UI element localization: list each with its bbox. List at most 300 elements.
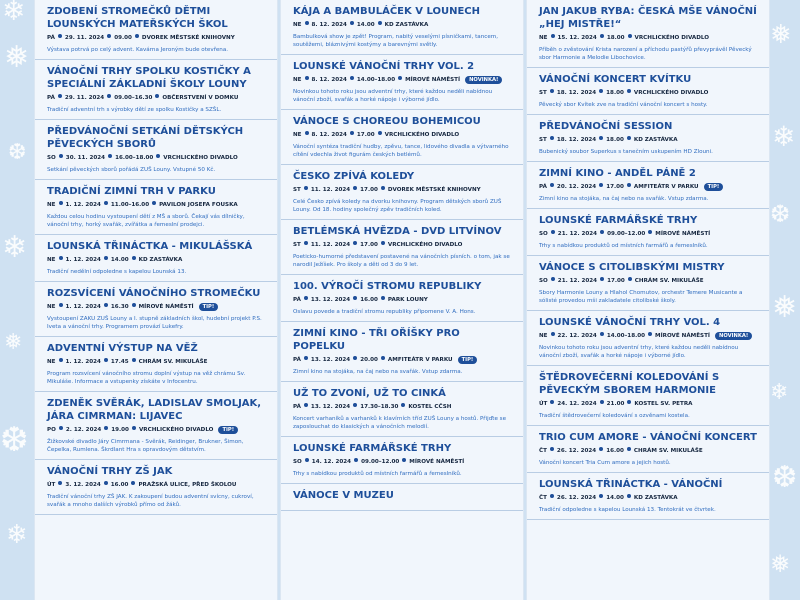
event-title: VÁNOCE V MUZEU <box>293 490 394 501</box>
snowflake-icon: ❅ <box>4 40 30 75</box>
event-meta <box>47 154 265 163</box>
bullet-separator <box>378 131 382 135</box>
bullet-separator <box>305 21 309 25</box>
event-card <box>527 209 769 256</box>
bullet-separator <box>599 89 603 93</box>
bullet-separator <box>350 76 354 80</box>
bullet-separator <box>155 94 159 98</box>
event-card <box>527 0 769 68</box>
snowflake-icon: ❅ <box>770 550 791 578</box>
event-day: PÁ <box>47 35 55 41</box>
bullet-separator <box>599 183 603 187</box>
event-description: Vystoupení ZAKU ZUŠ Louny a I. stupně základních škol, hudební projekt P.S. Iveta a vánoční trhy. Programem provází Lukefry. <box>47 316 262 330</box>
event-description: Tradiční adventní trh s výrobky dětí ze spolku Kostičky a SZŠL. <box>47 107 222 113</box>
bullet-separator <box>627 400 631 404</box>
event-time: 17.30–18.30 <box>360 404 399 410</box>
event-badge: TIP! <box>218 426 238 434</box>
bullet-separator <box>353 403 357 407</box>
event-time: 18.00 <box>606 137 624 143</box>
event-description: Tradiční nedělní odpoledne s kapelou Lounská 13. <box>47 269 187 275</box>
event-time: 16.00–18.00 <box>115 155 154 161</box>
event-title: ZIMNÍ KINO - ANDĚL PÁNĚ 2 <box>539 168 696 179</box>
event-badge: TIP! <box>199 303 219 311</box>
event-date: 22. 12. 2024 <box>557 333 597 339</box>
event-title: ZDOBENÍ STROMEČKŮ DĚTMI LOUNSKÝCH MATEŘSKÝCH ŠKOL <box>47 6 228 30</box>
bullet-separator <box>600 34 604 38</box>
event-card <box>35 0 277 60</box>
event-meta <box>47 426 265 435</box>
event-card <box>35 337 277 392</box>
event-time: 17.45 <box>110 359 129 365</box>
event-description: Novinkou tohoto roku jsou adventní trhy, které každou neděli nabídnou vánoční zboží, svařák a horké nápoje i výborné jídlo. <box>539 345 739 359</box>
event-time: 14.00 <box>110 257 129 263</box>
event-meta <box>539 447 757 456</box>
bullet-separator <box>350 21 354 25</box>
bullet-separator <box>627 183 631 187</box>
bullet-separator <box>305 458 309 462</box>
event-title: PŘEDVÁNOČNÍ SESSION <box>539 121 673 132</box>
bullet-separator <box>104 303 108 307</box>
bullet-separator <box>600 277 604 281</box>
event-venue: MÍROVÉ NÁMĚSTÍ <box>655 231 711 237</box>
bullet-separator <box>132 256 136 260</box>
bullet-separator <box>304 241 308 245</box>
event-title: VÁNOCE S CHOREOU BOHEMICOU <box>293 116 481 127</box>
event-date: 8. 12. 2024 <box>311 77 347 83</box>
snowflake-icon: ❄ <box>770 380 789 405</box>
bullet-separator <box>551 332 555 336</box>
event-day: SO <box>539 231 548 237</box>
event-meta <box>539 89 757 98</box>
event-venue: VRCHLICKÉHO DIVADLO <box>633 90 709 96</box>
bullet-separator <box>107 34 111 38</box>
event-time: 09.00–12.00 <box>607 231 646 237</box>
event-title: ADVENTNÍ VÝSTUP NA VĚŽ <box>47 343 198 354</box>
event-title: BETLÉMSKÁ HVĚZDA - DVD LITVÍNOV <box>293 226 502 237</box>
event-time: 18.00 <box>606 35 625 41</box>
event-venue: DVOREK MĚSTSKÉ KNIHOVNY <box>141 35 235 41</box>
event-day: ST <box>293 187 301 193</box>
event-date: 1. 12. 2024 <box>65 359 101 365</box>
snowflake-icon: ❅ <box>4 330 23 355</box>
event-meta <box>293 131 511 140</box>
bullet-separator <box>599 136 603 140</box>
event-time: 17.00 <box>356 132 375 138</box>
bullet-separator <box>550 183 554 187</box>
event-venue: AMFITEÁTR V PARKU <box>387 357 453 363</box>
event-venue: CHRÁM SV. MIKULÁŠE <box>633 448 703 454</box>
event-title: LOUNSKÁ TŘINÁCTKA - VÁNOČNÍ <box>539 479 723 490</box>
event-venue: CHRÁM SV. MIKULÁŠE <box>138 359 208 365</box>
bullet-separator <box>59 358 63 362</box>
event-card <box>35 60 277 120</box>
event-description: Zimní kino na stojáka, na čaj nebo na svařák. Vstup zdarma. <box>539 196 709 202</box>
event-description: Setkání pěveckých sborů pořádá ZUŠ Louny. Vstupné 50 Kč. <box>47 167 216 173</box>
bullet-separator <box>381 356 385 360</box>
event-title: ZDENĚK SVĚRÁK, LADISLAV SMOLJAK, JÁRA CIMRMAN: LIJAVEC <box>47 398 262 422</box>
bullet-separator <box>58 94 62 98</box>
event-time: 09.00–12.00 <box>361 459 400 465</box>
event-meta <box>293 21 511 30</box>
event-meta <box>47 94 265 103</box>
event-description: Žižkovské divadlo Járy Cimrmana - Svěrák, Reidinger, Brukner, Šimon, Čepelka, Rumlena. Škrdlant Hra s opravdovým dětstvím. <box>47 439 244 453</box>
event-title: LOUNSKÁ TŘINÁCTKA - MIKULÁŠSKÁ <box>47 241 253 252</box>
bullet-separator <box>152 201 156 205</box>
bullet-separator <box>59 426 63 430</box>
event-day: ČT <box>539 448 547 454</box>
event-day: NE <box>47 359 56 365</box>
event-day: SO <box>47 155 56 161</box>
event-card <box>281 382 523 437</box>
event-date: 14. 12. 2024 <box>311 459 352 465</box>
event-venue: VRCHLICKÉHO DIVADLO <box>138 427 214 433</box>
snowflake-icon: ❄ <box>2 0 26 27</box>
event-venue: MÍROVÉ NÁMĚSTÍ <box>409 459 465 465</box>
bullet-separator <box>550 89 554 93</box>
snowflake-icon: ❅ <box>772 290 798 325</box>
event-description: Trhy s nabídkou produktů od místních farmářů a řemeslníků. <box>293 471 462 477</box>
event-date: 8. 12. 2024 <box>311 132 347 138</box>
event-day: NE <box>539 35 548 41</box>
event-time: 16.00 <box>360 297 378 303</box>
event-venue: DVOREK MĚSTSKÉ KNIHOVNY <box>387 187 481 193</box>
bullet-separator <box>107 94 111 98</box>
bullet-separator <box>550 136 554 140</box>
event-date: 30. 11. 2024 <box>65 155 106 161</box>
bullet-separator <box>551 277 555 281</box>
event-description: Příběh o zvěstování Krista narození a příchodu pastýřů převyprávěl Pěvecký sbor Harmonie a Melodie Libochovice. <box>539 47 752 61</box>
bullet-separator <box>131 481 135 485</box>
event-time: 14.00–18.00 <box>606 333 645 339</box>
event-meta <box>539 136 757 145</box>
event-card <box>35 392 277 460</box>
event-card <box>527 366 769 426</box>
event-title: VÁNOČNÍ TRHY ZŠ JAK <box>47 466 173 477</box>
bullet-separator <box>599 494 603 498</box>
bullet-separator <box>304 186 308 190</box>
event-date: 20. 12. 2024 <box>556 184 597 190</box>
event-date: 26. 12. 2024 <box>556 495 597 501</box>
bullet-separator <box>305 76 309 80</box>
event-description: Vánoční syntéza tradiční hudby, zpěvu, tance, lidového divadla a výtvarného cítění vdechla život figurám českých betlémů. <box>293 144 509 158</box>
event-card <box>281 322 523 382</box>
bullet-separator <box>304 296 308 300</box>
bullet-separator <box>58 481 62 485</box>
event-date: 11. 12. 2024 <box>310 187 351 193</box>
bullet-separator <box>648 230 652 234</box>
bullet-separator <box>132 303 136 307</box>
event-time: 18.00 <box>606 90 624 96</box>
event-time: 21.00 <box>606 401 625 407</box>
event-meta <box>293 76 511 85</box>
event-day: PÁ <box>47 95 55 101</box>
snowflake-icon: ❄ <box>6 520 28 550</box>
event-title: TRIO CUM AMORE - VÁNOČNÍ KONCERT <box>539 432 757 443</box>
bullet-separator <box>599 447 603 451</box>
event-card <box>35 235 277 282</box>
bullet-separator <box>104 201 108 205</box>
event-date: 13. 12. 2024 <box>310 297 351 303</box>
event-card <box>527 473 769 520</box>
bullet-separator <box>627 136 631 140</box>
event-meta <box>47 303 265 312</box>
bullet-separator <box>104 481 108 485</box>
event-venue: PRAŽSKÁ ULICE, PŘED ŠKOLOU <box>138 482 237 488</box>
bullet-separator <box>104 358 108 362</box>
event-date: 13. 12. 2024 <box>310 357 351 363</box>
event-day: NE <box>47 202 56 208</box>
event-meta <box>539 277 757 286</box>
event-card <box>281 110 523 165</box>
event-title: LOUNSKÉ FARMÁŘSKÉ TRHY <box>539 215 698 226</box>
event-day: SO <box>539 278 548 284</box>
event-date: 3. 12. 2024 <box>65 482 101 488</box>
bullet-separator <box>627 89 631 93</box>
event-title: ŠTĚDROVEČERNÍ KOLEDOVÁNÍ S PĚVECKÝM SBOREM HARMONIE <box>539 372 720 396</box>
event-date: 1. 12. 2024 <box>65 202 101 208</box>
bullet-separator <box>550 400 554 404</box>
event-day: ÚT <box>539 401 548 407</box>
event-title: TRADIČNÍ ZIMNÍ TRH V PARKU <box>47 186 216 197</box>
event-date: 21. 12. 2024 <box>557 278 598 284</box>
event-venue: KD ZASTÁVKA <box>138 257 183 263</box>
event-card <box>527 115 769 162</box>
event-card <box>35 282 277 337</box>
event-description: Oslavu povede a tradiční stromu republiky připomene V. A. Hons. <box>293 309 476 315</box>
event-title: JAN JAKUB RYBA: ČESKÁ MŠE VÁNOČNÍ „HEJ MISTŘE!“ <box>539 6 757 30</box>
event-card <box>527 162 769 209</box>
bullet-separator <box>305 131 309 135</box>
event-badge: TIP! <box>704 183 724 191</box>
bullet-separator <box>628 34 632 38</box>
event-day: NE <box>47 304 56 310</box>
event-date: 21. 12. 2024 <box>557 231 598 237</box>
event-day: ST <box>539 90 547 96</box>
bullet-separator <box>378 21 382 25</box>
event-description: Koncert varhaníků a varhanků k klavírních tříd ZUŠ Louny a hostů. Přijďte se zaposlouchat do klasických a vánočních melodií. <box>293 416 507 430</box>
event-meta <box>539 494 757 503</box>
event-time: 11.00–16.00 <box>110 202 150 208</box>
event-time: 16.00 <box>606 448 624 454</box>
snowflake-icon: ❆ <box>8 140 27 165</box>
event-venue: VRCHLICKÉHO DIVADLO <box>384 132 460 138</box>
event-title: LOUNSKÉ FARMÁŘSKÉ TRHY <box>293 443 452 454</box>
event-card <box>527 311 769 366</box>
snowflake-icon: ❄ <box>2 230 28 265</box>
bullet-separator <box>104 426 108 430</box>
bullet-separator <box>600 230 604 234</box>
bullet-separator <box>135 34 139 38</box>
event-day: NE <box>293 132 302 138</box>
event-meta <box>539 332 757 341</box>
bullet-separator <box>353 186 357 190</box>
event-time: 19.00 <box>111 427 129 433</box>
event-day: ÚT <box>47 482 56 488</box>
bullet-separator <box>648 332 652 336</box>
event-date: 2. 12. 2024 <box>65 427 102 433</box>
bullet-separator <box>104 256 108 260</box>
event-time: 14.00–18.00 <box>356 77 396 83</box>
event-description: Novinkou tohoto roku jsou adventní trhy, které každou neděli nabídnou vánoční zboží, svařák a horké nápoje i výborné jídlo. <box>293 89 493 103</box>
event-description: Každou celou hodinu vystoupení dětí z MŠ a sborů. Čekají vás dílničky, vánoční trhy, horký svařák, zvířátka a řemeslní prodejci. <box>47 214 245 228</box>
event-card <box>35 460 277 515</box>
event-venue: KOSTEL CČSH <box>408 404 452 410</box>
event-date: 18. 12. 2024 <box>556 137 597 143</box>
event-meta <box>47 201 265 210</box>
event-date: 1. 12. 2024 <box>65 304 101 310</box>
event-meta <box>293 186 511 195</box>
event-description: Sbory Harmonie Louny a Hlahol Chomutov, orchestr Temere Musicante a sólisté provedou mši zakladatele citolibské školy. <box>539 290 743 304</box>
event-description: Tradiční štědrovečerní koledování s ozvěnami kostela. <box>539 413 690 419</box>
event-time: 17.00 <box>360 187 378 193</box>
event-date: 24. 12. 2024 <box>557 401 597 407</box>
event-venue: VRCHLICKÉHO DIVADLO <box>387 242 463 248</box>
bullet-separator <box>551 230 555 234</box>
event-badge: NOVINKA! <box>715 332 752 340</box>
event-day: ČT <box>539 495 547 501</box>
event-meta <box>47 34 265 43</box>
bullet-separator <box>551 34 555 38</box>
event-venue: MÍROVÉ NÁMĚSTÍ <box>138 304 194 310</box>
bullet-separator <box>350 131 354 135</box>
event-venue: KD ZASTÁVKA <box>384 22 429 28</box>
event-day: PÁ <box>293 404 301 410</box>
event-venue: VRCHLICKÉHO DIVADLO <box>634 35 709 41</box>
bullet-separator <box>59 154 63 158</box>
event-venue: MÍROVÉ NÁMĚSTÍ <box>655 333 710 339</box>
event-title: LOUNSKÉ VÁNOČNÍ TRHY VOL. 2 <box>293 61 475 72</box>
snowflake-icon: ❄ <box>772 120 796 153</box>
event-column-1 <box>34 0 278 600</box>
event-title: ZIMNÍ KINO - TŘI OŘÍŠKY PRO POPELKU <box>293 328 460 352</box>
snowflake-decoration-right <box>770 0 800 600</box>
bullet-separator <box>156 154 160 158</box>
event-card <box>527 256 769 311</box>
event-title: 100. VÝROČÍ STROMU REPUBLIKY <box>293 281 482 292</box>
event-meta <box>293 296 511 305</box>
event-description: Bubenický soubor Superkus s tanečním uskupením HD Zlouni. <box>539 149 713 155</box>
bullet-separator <box>381 296 385 300</box>
event-date: 18. 12. 2024 <box>556 90 597 96</box>
bullet-separator <box>627 494 631 498</box>
event-venue: CHRÁM SV. MIKULÁŠE <box>634 278 704 284</box>
event-meta <box>539 230 757 239</box>
bullet-separator <box>550 494 554 498</box>
event-time: 16.00 <box>110 482 129 488</box>
event-time: 14.00 <box>356 22 375 28</box>
snowflake-icon: ❆ <box>772 460 798 495</box>
bullet-separator <box>550 447 554 451</box>
snowflake-icon: ❆ <box>0 420 29 460</box>
event-title: ROZSVÍCENÍ VÁNOČNÍHO STROMEČKU <box>47 288 261 299</box>
event-date: 29. 11. 2024 <box>64 95 105 101</box>
event-description: Vánoční koncert Tria Cum amore a jejich hostů. <box>539 460 671 466</box>
event-card <box>527 68 769 115</box>
event-card <box>281 0 523 55</box>
event-date: 11. 12. 2024 <box>310 242 351 248</box>
bullet-separator <box>58 34 62 38</box>
event-badge: TIP! <box>458 356 478 364</box>
event-venue: OBČERSTVENÍ V DOMKU <box>162 95 239 101</box>
bullet-separator <box>132 426 136 430</box>
event-title: VÁNOČNÍ TRHY SPOLKU KOSTIČKY A SPECIÁLNÍ ZÁKLADNÍ ŠKOLY LOUNY <box>47 66 251 90</box>
event-date: 1. 12. 2024 <box>65 257 101 263</box>
snowflake-decoration-left <box>0 0 34 600</box>
event-card <box>281 220 523 275</box>
bullet-separator <box>398 76 402 80</box>
event-venue: AMFITEÁTR V PARKU <box>633 184 699 190</box>
bullet-separator <box>353 241 357 245</box>
bullet-separator <box>59 256 63 260</box>
event-venue: KOSTEL SV. PETRA <box>634 401 693 407</box>
event-column-3 <box>526 0 770 600</box>
event-description: Poeticko-humorné představení postavené na vánočních písních. o tom, jak se narodil Ježíšek. Pro školy a děti od 3 do 9 let. <box>293 254 510 268</box>
event-meta <box>47 256 265 265</box>
event-meta <box>539 34 757 43</box>
bullet-separator <box>304 356 308 360</box>
event-description: Tradiční vánoční trhy ZŠ JAK. K zakoupení budou adventní svícny, cukroví, svařák a mnoho dalších výrobků přímo od žáků. <box>47 494 254 508</box>
snowflake-icon: ❆ <box>770 200 791 228</box>
bullet-separator <box>381 186 385 190</box>
event-meta <box>293 241 511 250</box>
bullet-separator <box>628 277 632 281</box>
event-day: PÁ <box>293 297 301 303</box>
bullet-separator <box>627 447 631 451</box>
event-description: Program rozsvícení vánočního stromu doplní výstup na věž chrámu Sv. Mikuláše. Informace a vstupenky získáte v Infocentru. <box>47 371 246 385</box>
event-date: 15. 12. 2024 <box>557 35 597 41</box>
event-description: Tradiční odpoledne s kapelou Lounská 13. Tentokrát ve čtvrtek. <box>539 507 716 513</box>
event-time: 14.00 <box>606 495 624 501</box>
event-card <box>527 426 769 473</box>
event-day: NE <box>293 77 302 83</box>
event-card <box>281 55 523 110</box>
bullet-separator <box>353 296 357 300</box>
event-description: Celé Česko zpívá koledy na dvorku knihovny. Program dětských sborů ZUŠ Louny. Od 18. hodiny společný zpěv tradičních koled. <box>293 199 502 213</box>
event-description: Výstava potrvá po celý advent. Kavárna Jeroným bude otevřena. <box>47 47 229 53</box>
event-description: Trhy s nabídkou produktů od místních farmářů a řemeslníků. <box>539 243 708 249</box>
event-column-2 <box>280 0 524 600</box>
event-time: 09.00–16.30 <box>114 95 153 101</box>
event-venue: PARK LOUNY <box>387 297 428 303</box>
bullet-separator <box>600 400 604 404</box>
event-title: VÁNOCE S CITOLIBSKÝMI MISTRY <box>539 262 725 273</box>
event-title: ČESKO ZPÍVÁ KOLEDY <box>293 171 415 182</box>
event-date: 26. 12. 2024 <box>556 448 597 454</box>
event-card <box>281 165 523 220</box>
event-meta <box>539 183 757 192</box>
bullet-separator <box>401 403 405 407</box>
bullet-separator <box>304 403 308 407</box>
event-day: SO <box>293 459 302 465</box>
bullet-separator <box>353 356 357 360</box>
snowflake-icon: ❅ <box>770 20 792 50</box>
event-title: UŽ TO ZVONÍ, UŽ TO CINKÁ <box>293 388 446 399</box>
event-day: ST <box>293 242 301 248</box>
event-title: KÁJA A BAMBULÁČEK V LOUNECH <box>293 6 480 17</box>
event-date: 8. 12. 2024 <box>311 22 347 28</box>
bullet-separator <box>354 458 358 462</box>
event-card <box>281 484 523 511</box>
bullet-separator <box>402 458 406 462</box>
event-card <box>281 275 523 322</box>
event-venue: KD ZASTÁVKA <box>633 495 678 501</box>
event-meta <box>47 481 265 490</box>
event-time: 16.30 <box>110 304 129 310</box>
event-description: Zimní kino na stojáka, na čaj nebo na svařák. Vstup zdarma. <box>293 369 463 375</box>
bullet-separator <box>600 332 604 336</box>
event-title: VÁNOČNÍ KONCERT KVÍTKU <box>539 74 692 85</box>
event-meta <box>293 403 511 412</box>
